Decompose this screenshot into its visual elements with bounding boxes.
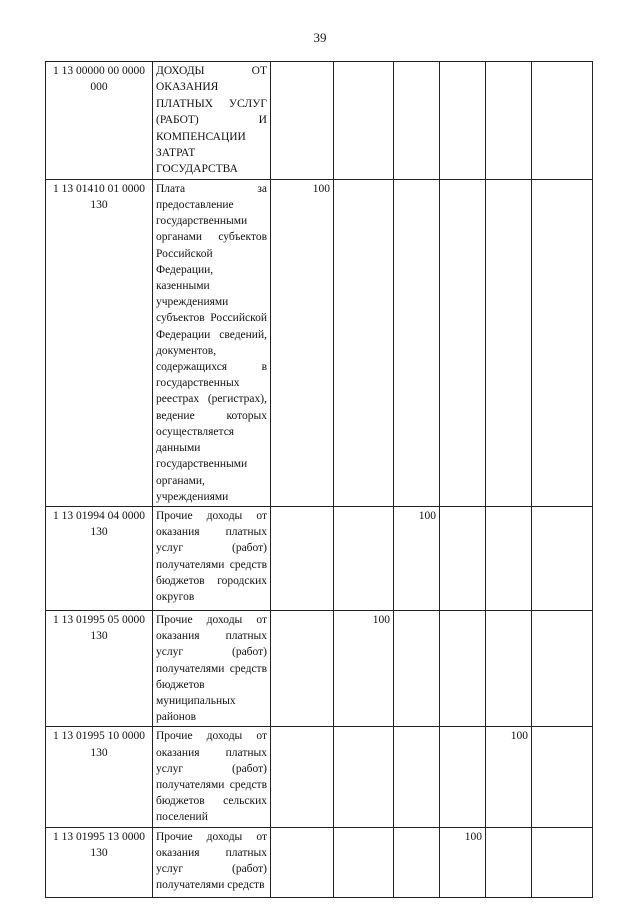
revenue-name-cell: ДОХОДЫ ОТ ОКАЗАНИЯ ПЛАТНЫХ УСЛУГ (РАБОТ) И КОМПЕНСАЦИИ ЗАТРАТ ГОСУДАРСТВА <box>153 62 271 180</box>
share-cell <box>486 827 532 897</box>
revenue-name-cell: Прочие доходы от оказания платных услуг (работ) получателями средств бюджетов городских округов <box>153 506 271 610</box>
share-cell <box>394 727 440 827</box>
share-cell <box>440 610 486 726</box>
table-row <box>46 610 593 726</box>
share-cell <box>532 827 593 897</box>
share-cell <box>394 610 440 726</box>
share-cell <box>440 727 486 827</box>
share-cell: 100 <box>486 727 532 827</box>
share-cell <box>271 506 334 610</box>
share-cell <box>532 610 593 726</box>
share-cell <box>271 727 334 827</box>
share-cell <box>334 506 394 610</box>
share-cell <box>486 179 532 506</box>
share-cell: 100 <box>271 179 334 506</box>
share-cell <box>334 179 394 506</box>
share-cell <box>334 827 394 897</box>
kbk-code-cell: 1 13 01995 05 0000 130 <box>46 610 153 726</box>
table-row <box>46 727 593 827</box>
share-cell <box>532 179 593 506</box>
revenue-name-cell: Прочие доходы от оказания платных услуг (работ) получателями средств <box>153 827 271 897</box>
kbk-code-cell: 1 13 01410 01 0000 130 <box>46 179 153 506</box>
share-cell <box>532 506 593 610</box>
kbk-code-cell: 1 13 01995 13 0000 130 <box>46 827 153 897</box>
share-cell <box>440 179 486 506</box>
table-row <box>46 179 593 506</box>
share-cell <box>394 62 440 180</box>
kbk-code-cell: 1 13 00000 00 0000 000 <box>46 62 153 180</box>
share-cell <box>271 610 334 726</box>
share-cell <box>394 179 440 506</box>
page-number: 39 <box>313 30 327 45</box>
share-cell <box>440 62 486 180</box>
share-cell: 100 <box>440 827 486 897</box>
share-cell <box>271 827 334 897</box>
share-cell <box>271 62 334 180</box>
share-cell <box>486 62 532 180</box>
table-row <box>46 827 593 897</box>
revenue-name-cell: Плата за предоставление государственными органами субъектов Российской Федерации, казенными учреждениями субъектов Российской Федерации сведений, документов, содержащихся в государственных реестрах (регистрах), ведение которых осуществляется данными государственными органами, учреждениями <box>153 179 271 506</box>
share-cell <box>486 610 532 726</box>
share-cell: 100 <box>394 506 440 610</box>
revenue-table <box>45 61 593 898</box>
kbk-code-cell: 1 13 01994 04 0000 130 <box>46 506 153 610</box>
share-cell: 100 <box>334 610 394 726</box>
share-cell <box>532 62 593 180</box>
share-cell <box>334 62 394 180</box>
kbk-code-cell: 1 13 01995 10 0000 130 <box>46 727 153 827</box>
revenue-name-cell: Прочие доходы от оказания платных услуг (работ) получателями средств бюджетов муниципальных районов <box>153 610 271 726</box>
share-cell <box>440 506 486 610</box>
share-cell <box>532 727 593 827</box>
share-cell <box>486 506 532 610</box>
table-row <box>46 506 593 610</box>
share-cell <box>394 827 440 897</box>
table-row <box>46 62 593 180</box>
revenue-name-cell: Прочие доходы от оказания платных услуг (работ) получателями средств бюджетов сельских поселений <box>153 727 271 827</box>
share-cell <box>334 727 394 827</box>
